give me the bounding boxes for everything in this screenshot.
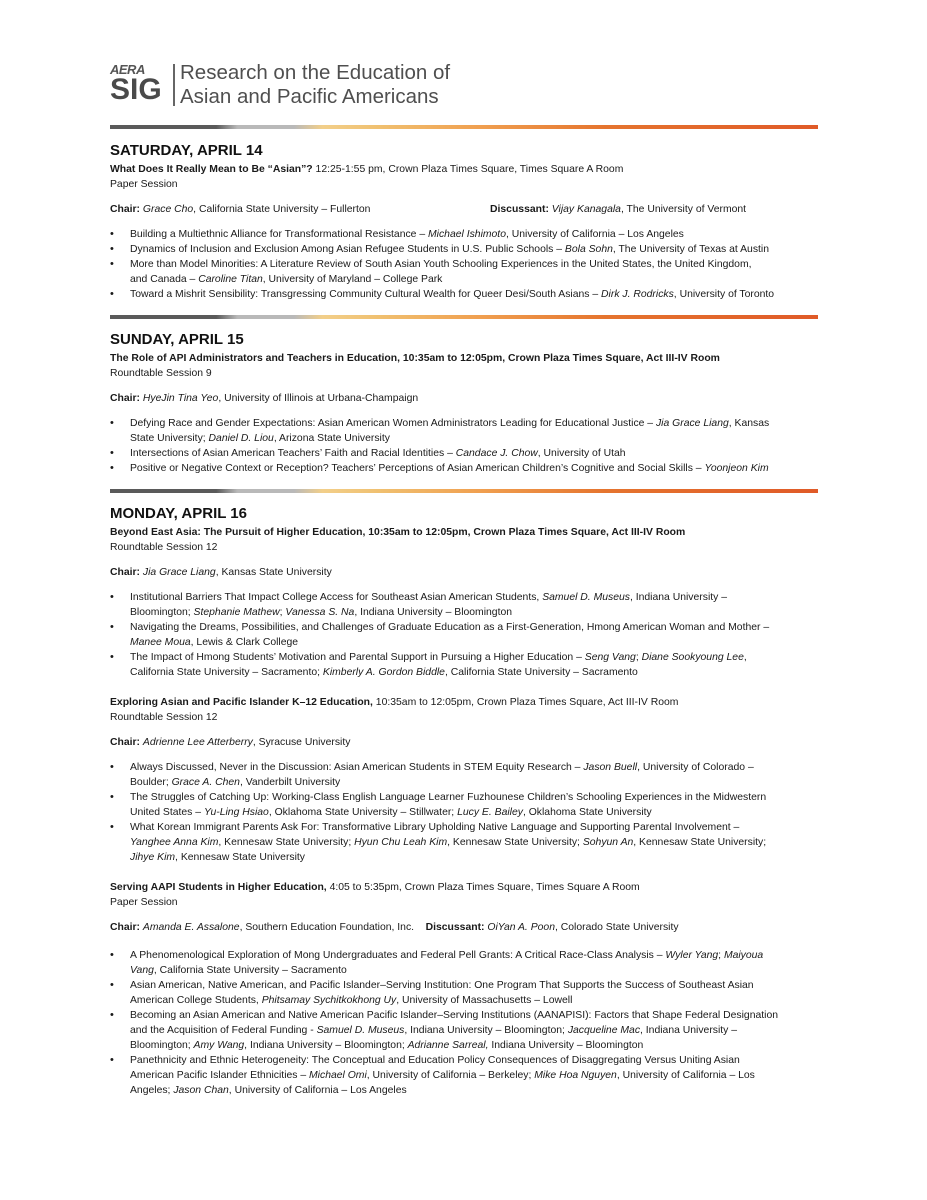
presentation-line <box>130 1053 820 1068</box>
presentation-line <box>130 1068 820 1083</box>
session-title: The Role of API Administrators and Teachers in Education, 10:35am to 12:05pm, Crown Plaza Times Square, Act III-IV Room <box>110 353 720 364</box>
author-name: Vanessa S. Na <box>285 607 355 618</box>
author-name: Michael Omi <box>309 1070 367 1081</box>
presentation-item <box>110 978 820 1008</box>
presentation-text: Defying Race and Gender Expectations: Asian American Women Administrators Leading for Educational Justice – <box>130 418 656 429</box>
presentation-text: and the Acquisition of Federal Funding - <box>130 1025 317 1036</box>
presentation-line <box>130 835 820 850</box>
author-name: Phitsamay Sychitkokhong Uy <box>261 995 397 1006</box>
discussant-name: Vijay Kanagala <box>551 204 621 215</box>
author-name: Diane Sookyoung Lee <box>641 652 744 663</box>
author-name: Caroline Titan <box>198 274 263 285</box>
presentation-text: Asian American, Native American, and Pacific Islander–Serving Institution: One Program That Supports the Success of Southeast Asian <box>130 980 754 991</box>
chair-name: Amanda E. Assalone <box>142 922 240 933</box>
presentation-item <box>110 590 820 620</box>
presentation-text: Bloomington; <box>130 1040 194 1051</box>
author-name: Lucy E. Bailey <box>457 807 523 818</box>
presentation-item <box>110 287 820 302</box>
chair-affiliation: , Kansas State University <box>215 567 332 578</box>
day-heading-monday: MONDAY, APRIL 16 <box>110 505 247 522</box>
presentation-text: , University of Maryland – College Park <box>262 274 443 285</box>
author-name: Yoonjeon Kim <box>704 463 769 474</box>
presentation-text: What Korean Immigrant Parents Ask For: Transformative Library Upholding Native Language and Supporting Parental Involvement – <box>130 822 740 833</box>
discussant-line <box>490 202 746 217</box>
presentation-text: , University of California – Los Angeles <box>505 229 684 240</box>
presentation-text: , Kennesaw State University; <box>218 837 355 848</box>
presentation-line <box>130 257 820 272</box>
chair-line <box>110 565 332 580</box>
author-name: Jacqueline Mac <box>567 1025 641 1036</box>
presentation-list <box>110 227 820 302</box>
presentation-line <box>130 948 820 963</box>
chair-label: Chair: <box>110 737 141 748</box>
session-title-line <box>110 351 720 366</box>
presentation-item <box>110 760 820 790</box>
chair-name: Grace Cho <box>142 204 194 215</box>
session-details: 4:05 to 5:35pm, Crown Plaza Times Square, Times Square A Room <box>326 882 640 893</box>
presentation-text: , Indiana University – <box>629 592 727 603</box>
presentation-line <box>130 850 820 865</box>
chair-line <box>110 920 679 935</box>
presentation-line <box>130 416 820 431</box>
author-name: Maiyoua <box>723 950 764 961</box>
chair-label: Chair: <box>110 393 141 404</box>
presentation-item <box>110 257 820 287</box>
chair-line <box>110 202 370 217</box>
chair-name: Jia Grace Liang <box>142 567 216 578</box>
presentation-text: , Kansas <box>728 418 770 429</box>
presentation-text: , University of California – Los Angeles <box>228 1085 407 1096</box>
presentation-line <box>130 963 820 978</box>
day-heading-sunday: SUNDAY, APRIL 15 <box>110 331 244 348</box>
presentation-text: , Kennesaw State University <box>175 852 305 863</box>
presentation-line <box>130 650 820 665</box>
presentation-text: , University of Colorado – <box>637 762 754 773</box>
presentation-line <box>130 993 820 1008</box>
author-name: Michael Ishimoto <box>428 229 506 240</box>
session-details: 12:25-1:55 pm, Crown Plaza Times Square, Times Square A Room <box>312 164 624 175</box>
session-title: Exploring Asian and Pacific Islander K–12 Education, <box>110 697 373 708</box>
session-details: 10:35am to 12:05pm, Crown Plaza Times Square, Act III-IV Room <box>372 697 679 708</box>
session-title-line <box>110 695 678 710</box>
presentation-text: Panethnicity and Ethnic Heterogeneity: The Conceptual and Education Policy Consequences of Disaggregating Versus Uniting Asian <box>130 1055 740 1066</box>
presentation-text: The Impact of Hmong Students’ Motivation and Parental Support in Pursuing a Higher Education – <box>130 652 585 663</box>
presentation-text: , Indiana University – Bloomington; <box>404 1025 568 1036</box>
presentation-text: California State University – Sacramento; <box>130 667 323 678</box>
header <box>110 60 810 110</box>
presentation-text: ; <box>718 950 724 961</box>
presentation-text: , The University of Texas at Austin <box>612 244 770 255</box>
author-name: Amy Wang <box>193 1040 245 1051</box>
presentation-text: State University; <box>130 433 209 444</box>
presentation-text: , Lewis & Clark College <box>190 637 299 648</box>
presentation-item <box>110 620 820 650</box>
author-name: Jia Grace Liang <box>655 418 729 429</box>
chair-label: Chair: <box>110 567 141 578</box>
author-name: Stephanie Mathew <box>193 607 280 618</box>
chair-affiliation: , California State University – Fullerton <box>193 204 371 215</box>
presentation-text: and Canada – <box>130 274 199 285</box>
presentation-line <box>130 665 820 680</box>
author-name: Adrianne Sarreal, <box>407 1040 489 1051</box>
presentation-text: , Indiana University – Bloomington <box>354 607 513 618</box>
presentation-text: Toward a Mishrit Sensibility: Transgressing Community Cultural Wealth for Queer Desi/South Asians – <box>130 289 602 300</box>
session-title: What Does It Really Mean to Be “Asian”? <box>110 164 313 175</box>
presentation-text: American College Students, <box>130 995 262 1006</box>
presentation-item <box>110 948 820 978</box>
presentation-line <box>130 446 820 461</box>
discussant-label: Discussant: <box>425 922 485 933</box>
presentation-text: Angeles; <box>130 1085 174 1096</box>
presentation-item <box>110 650 820 680</box>
presentation-text: , California State University – Sacramento <box>444 667 638 678</box>
section-rule <box>110 315 818 319</box>
header-title-line-1: Research on the Education of <box>180 61 451 84</box>
presentation-text: , University of California – Los <box>616 1070 755 1081</box>
presentation-line <box>130 605 820 620</box>
session-type: Paper Session <box>110 179 178 190</box>
presentation-item <box>110 416 820 446</box>
presentation-text: , Kennesaw State University; <box>447 837 583 848</box>
discussant-affiliation: , Colorado State University <box>554 922 679 933</box>
session-title: Beyond East Asia: The Pursuit of Higher Education, 10:35am to 12:05pm, Crown Plaza Times Square, Act III-IV Room <box>110 527 686 538</box>
author-name: Candace J. Chow <box>455 448 538 459</box>
presentation-line <box>130 590 820 605</box>
presentation-line <box>130 760 820 775</box>
session-title-line <box>110 880 640 895</box>
presentation-line <box>130 978 820 993</box>
presentation-text: Building a Multiethnic Alliance for Transformational Resistance – <box>130 229 429 240</box>
presentation-text: Indiana University – Bloomington <box>488 1040 644 1051</box>
presentation-text: A Phenomenological Exploration of Mong Undergraduates and Federal Pell Grants: A Critical Race-Class Analysis – <box>130 950 666 961</box>
presentation-text: , Arizona State University <box>273 433 390 444</box>
presentation-line <box>130 272 820 287</box>
author-name: Yanghee Anna Kim <box>130 837 219 848</box>
presentation-text: Always Discussed, Never in the Discussion: Asian American Students in STEM Equity Research – <box>130 762 584 773</box>
presentation-text: Dynamics of Inclusion and Exclusion Among Asian Refugee Students in U.S. Public Schools – <box>130 244 565 255</box>
chair-affiliation: , University of Illinois at Urbana-Champaign <box>218 393 419 404</box>
day-heading-saturday: SATURDAY, APRIL 14 <box>110 142 263 159</box>
presentation-text: The Struggles of Catching Up: Working-Class English Language Learner Fuzhounese Children’s Schooling Experiences in the Midwestern <box>130 792 767 803</box>
author-name: Mike Hoa Nguyen <box>534 1070 617 1081</box>
chair-affiliation: , Syracuse University <box>252 737 351 748</box>
author-name: Dirk J. Rodricks <box>601 289 674 300</box>
discussant-label: Discussant: <box>490 204 549 215</box>
presentation-text: , University of Massachusetts – Lowell <box>396 995 573 1006</box>
discussant-name: OiYan A. Poon <box>487 922 555 933</box>
author-name: Jason Buell <box>583 762 638 773</box>
presentation-text: , University of Toronto <box>673 289 775 300</box>
presentation-line <box>130 775 820 790</box>
presentation-line <box>130 1083 820 1098</box>
presentation-item <box>110 446 820 461</box>
presentation-item <box>110 461 820 476</box>
presentation-text: , University of California – Berkeley; <box>366 1070 535 1081</box>
presentation-text: , Kennesaw State University; <box>633 837 767 848</box>
section-rule <box>110 125 818 129</box>
session-type: Roundtable Session 12 <box>110 712 218 723</box>
presentation-text: Becoming an Asian American and Native American Pacific Islander–Serving Institutions (AANAPISI): Factors that Shape Federal Designation <box>130 1010 779 1021</box>
presentation-text: , Indiana University – <box>640 1025 738 1036</box>
presentation-text: , Oklahoma State University – Stillwater; <box>268 807 458 818</box>
chair-affiliation: , Southern Education Foundation, Inc. <box>239 922 415 933</box>
author-name: Daniel D. Liou <box>208 433 274 444</box>
presentation-list <box>110 416 820 476</box>
session-type: Roundtable Session 12 <box>110 542 218 553</box>
presentation-line <box>130 820 820 835</box>
presentation-item <box>110 1053 820 1098</box>
presentation-item <box>110 242 820 257</box>
presentation-text: , Indiana University – Bloomington; <box>244 1040 408 1051</box>
presentation-line <box>130 790 820 805</box>
logo-sig-text: SIG <box>110 73 162 106</box>
presentation-text: Boulder; <box>130 777 172 788</box>
presentation-line <box>130 635 820 650</box>
author-name: Bola Sohn <box>564 244 613 255</box>
presentation-text: Positive or Negative Context or Reception? Teachers’ Perceptions of Asian American Children’s Cognitive and Social Skills – <box>130 463 705 474</box>
presentation-text: , Oklahoma State University <box>522 807 652 818</box>
presentation-line <box>130 1038 820 1053</box>
header-divider <box>173 64 175 106</box>
author-name: Samuel D. Museus <box>542 592 630 603</box>
discussant-affiliation: , The University of Vermont <box>620 204 747 215</box>
presentation-line <box>130 1008 820 1023</box>
presentation-text: ; <box>279 607 286 618</box>
author-name: Hyun Chu Leah Kim <box>354 837 448 848</box>
presentation-text: , <box>743 652 747 663</box>
author-name: Yu-Ling Hsiao <box>203 807 269 818</box>
header-title-line-2: Asian and Pacific Americans <box>180 85 439 108</box>
presentation-text: , University of Utah <box>537 448 626 459</box>
session-type: Roundtable Session 9 <box>110 368 212 379</box>
presentation-text: Institutional Barriers That Impact College Access for Southeast Asian American Students, <box>130 592 543 603</box>
author-name: Jihye Kim <box>130 852 176 863</box>
presentation-text: ; <box>635 652 642 663</box>
presentation-item <box>110 1008 820 1053</box>
section-rule <box>110 489 818 493</box>
session-title-line <box>110 162 623 177</box>
presentation-line <box>130 227 820 242</box>
chair-label: Chair: <box>110 204 141 215</box>
presentation-list <box>110 948 820 1098</box>
presentation-text: Navigating the Dreams, Possibilities, and Challenges of Graduate Education as a First-Generation, Hmong American Woman and Mother – <box>130 622 770 633</box>
presentation-list <box>110 590 820 680</box>
presentation-item <box>110 790 820 820</box>
presentation-line <box>130 805 820 820</box>
author-name: Samuel D. Museus <box>316 1025 405 1036</box>
session-type: Paper Session <box>110 897 178 908</box>
presentation-line <box>130 287 820 302</box>
author-name: Seng Vang <box>584 652 636 663</box>
author-name: Grace A. Chen <box>171 777 240 788</box>
presentation-item <box>110 227 820 242</box>
presentation-text: American Pacific Islander Ethnicities – <box>130 1070 310 1081</box>
presentation-line <box>130 620 820 635</box>
logo-aera-text: AERA <box>110 62 145 77</box>
presentation-list <box>110 760 820 865</box>
session-title: Serving AAPI Students in Higher Education, <box>110 882 327 893</box>
author-name: Wyler Yang <box>665 950 719 961</box>
author-name: Kimberly A. Gordon Biddle <box>322 667 445 678</box>
chair-name: Adrienne Lee Atterberry <box>142 737 253 748</box>
presentation-line <box>130 1023 820 1038</box>
chair-name: HyeJin Tina Yeo <box>142 393 219 404</box>
chair-line <box>110 391 418 406</box>
session-title-line <box>110 525 685 540</box>
aera-sig-logo <box>110 62 168 108</box>
presentation-text: Bloomington; <box>130 607 194 618</box>
author-name: Jason Chan <box>173 1085 229 1096</box>
presentation-line <box>130 242 820 257</box>
presentation-text: United States – <box>130 807 204 818</box>
presentation-text: , Vanderbilt University <box>239 777 341 788</box>
presentation-line <box>130 431 820 446</box>
author-name: Manee Moua <box>130 637 191 648</box>
author-name: Sohyun An <box>582 837 634 848</box>
presentation-text: Intersections of Asian American Teachers’ Faith and Racial Identities – <box>130 448 456 459</box>
chair-label: Chair: <box>110 922 141 933</box>
presentation-item <box>110 820 820 865</box>
presentation-text: , California State University – Sacramento <box>153 965 347 976</box>
presentation-line <box>130 461 820 476</box>
author-name: Vang <box>130 965 154 976</box>
chair-line <box>110 735 350 750</box>
presentation-text: More than Model Minorities: A Literature Review of South Asian Youth Schooling Experiences in the United States, the United Kingdom, <box>130 259 752 270</box>
